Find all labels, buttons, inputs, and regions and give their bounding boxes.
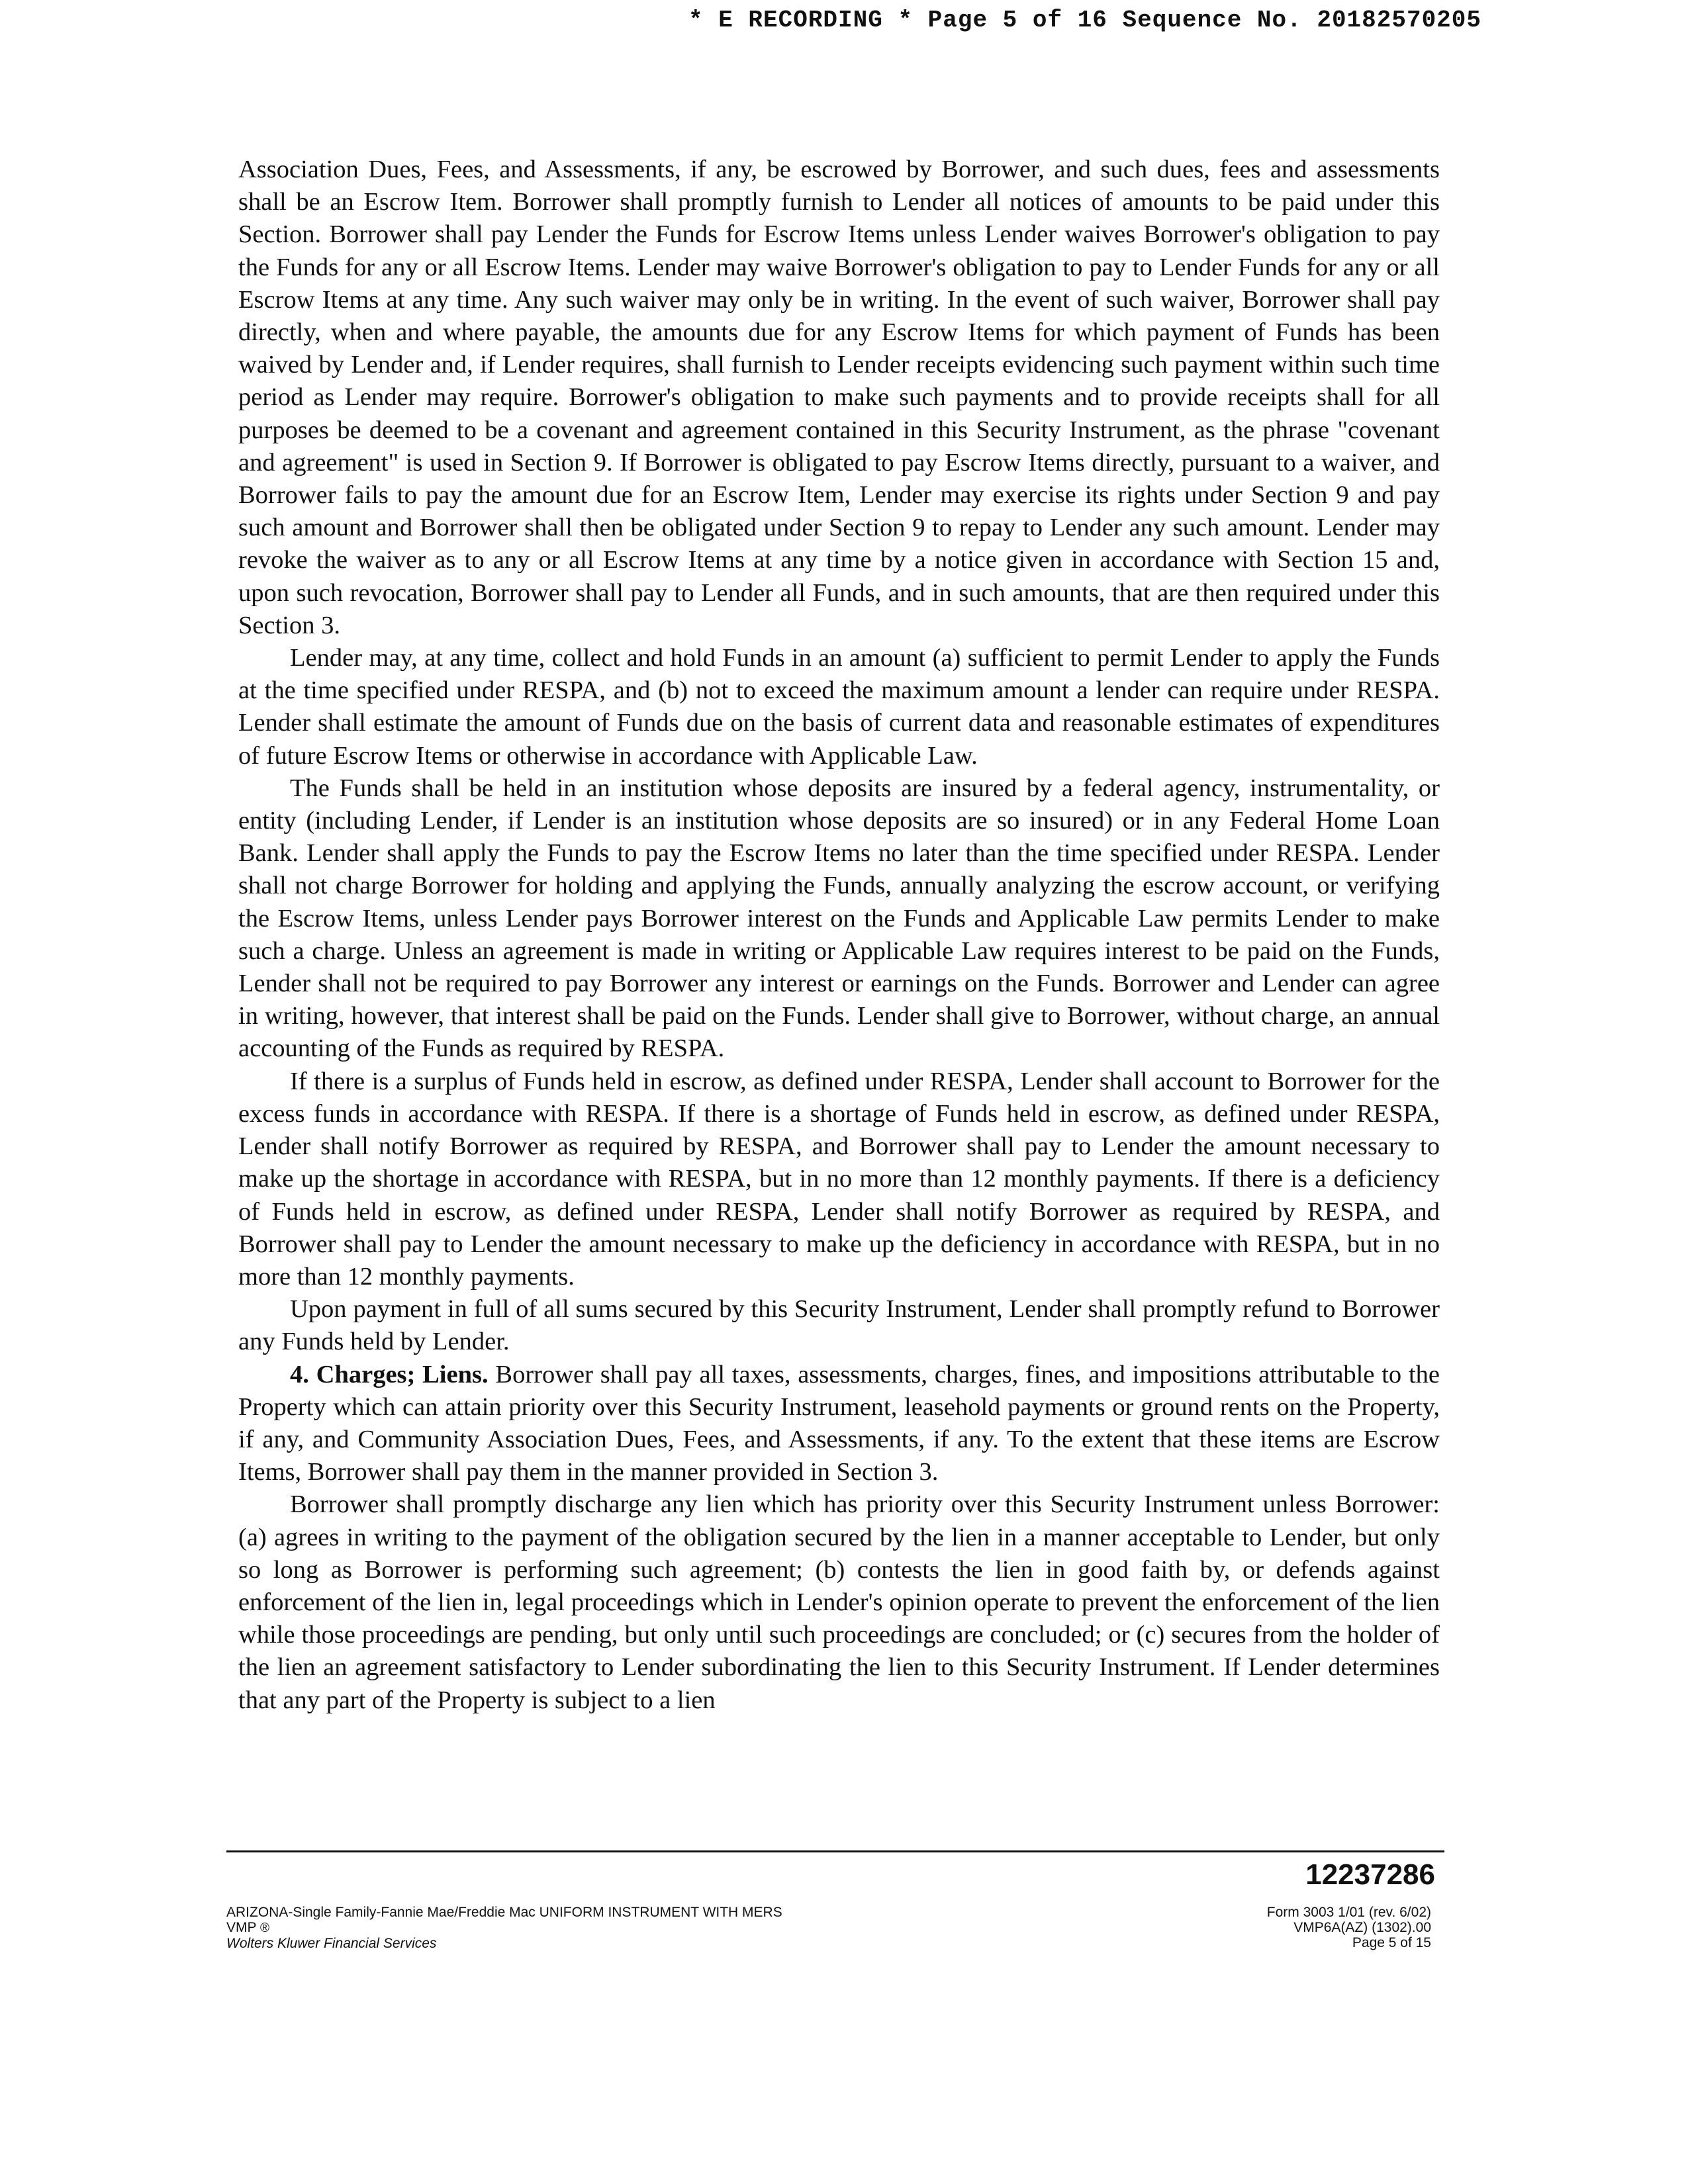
section-4-heading: 4. Charges; Liens. — [290, 1360, 489, 1388]
paragraph-charges-liens — [238, 1359, 1440, 1489]
paragraph-surplus-shortage: If there is a surplus of Funds held in escrow, as defined under RESPA, Lender shall account to Borrower for the excess funds in accordance with RESPA. If there is a shortage of Funds held in escrow, as defined under RESPA, Lender shall notify Borrower as required by RESPA, and Borrower shall pay to Lender the amount necessary to make up the shortage in accordance with RESPA, but in no more than 12 monthly payments. If there is a deficiency of Funds held in escrow, as defined under RESPA, Lender shall notify Borrower as required by RESPA, and Borrower shall pay to Lender the amount necessary to make up the deficiency in accordance with RESPA, but in no more than 12 monthly payments. — [238, 1067, 1440, 1291]
paragraph-escrow-waiver: Association Dues, Fees, and Assessments, if any, be escrowed by Borrower, and such dues, fees and assessments shall be an Escrow Item. Borrower shall promptly furnish to Lender all notices of amounts to be paid under this Section. Borrower shall pay Lender the Funds for Escrow Items unless Lender waives Borrower's obligation to pay the Funds for any or all Escrow Items. Lender may waive Borrower's obligation to pay to Lender Funds for any or all Escrow Items at any time. Any such waiver may only be in writing. In the event of such waiver, Borrower shall pay directly, when and where payable, the amounts due for any Escrow Items for which payment of Funds has been waived by Lender and, if Lender requires, shall furnish to Lender receipts evidencing such payment within such time period as Lender may require. Borrower's obligation to make such payments and to provide receipts shall for all purposes be deemed to be a covenant and agreement contained in this Security Instrument, as the phrase "covenant and agreement" is used in Section 9. If Borrower is obligated to pay Escrow Items directly, pursuant to a waiver, and Borrower fails to pay the amount due for an Escrow Item, Lender may exercise its rights under Section 9 and pay such amount and Borrower shall then be obligated under Section 9 to repay to Lender any such amount. Lender may revoke the waiver as to any or all Escrow Items at any time by a notice given in accordance with Section 15 and, upon such revocation, Borrower shall pay to Lender all Funds, and in such amounts, that are then required under this Section 3. — [238, 156, 1440, 639]
registered-mark-icon: ® — [259, 1921, 269, 1935]
publisher: Wolters Kluwer Financial Services — [226, 1936, 437, 1951]
recording-header: * E RECORDING * Page 5 of 16 Sequence No. 20182570205 — [688, 7, 1481, 34]
form-code: VMP6A(AZ) (1302).00 — [1293, 1920, 1431, 1935]
vmp-label: VMP — [226, 1920, 257, 1935]
section-4-text: Borrower shall pay all taxes, assessments, charges, fines, and impositions attributable to the Property which can attain priority over this Security Instrument, leasehold payments or ground rents on the Property, if any, and Community Association Dues, Fees, and Assessments, if any. To the extent that these items are Escrow Items, Borrower shall pay them in the manner provided in Section 3. — [238, 1360, 1440, 1486]
paragraph-discharge-lien: Borrower shall promptly discharge any lien which has priority over this Security Instrument unless Borrower: (a) agrees in writing to the payment of the obligation secured by the lien in a manner acceptable to Lender, but only so long as Borrower is performing such agreement; (b) contests the lien in good faith by, or defends against enforcement of the lien in, legal proceedings which in Lender's opinion operate to prevent the enforcement of the lien while those proceedings are pending, but only until such proceedings are concluded; or (c) secures from the holder of the lien an agreement satisfactory to Lender subordinating the lien to this Security Instrument. If Lender determines that any part of the Property is subject to a lien — [238, 1490, 1440, 1714]
page-label: Page 5 of 15 — [1352, 1935, 1431, 1950]
document-body — [238, 154, 1440, 1717]
paragraph-refund: Upon payment in full of all sums secured by this Security Instrument, Lender shall promptly refund to Borrower any Funds held by Lender. — [238, 1295, 1440, 1356]
footer-divider — [226, 1850, 1444, 1852]
paragraph-collect-funds: Lender may, at any time, collect and hold Funds in an amount (a) sufficient to permit Lender to apply the Funds at the time specified under RESPA, and (b) not to exceed the maximum amount a lender can require under RESPA. Lender shall estimate the amount of Funds due on the basis of current data and reasonable estimates of expenditures of future Escrow Items or otherwise in accordance with Applicable Law. — [238, 644, 1440, 770]
form-title: ARIZONA-Single Family-Fannie Mae/Freddie Mac UNIFORM INSTRUMENT WITH MERS — [226, 1905, 782, 1920]
footer-form-number — [1086, 1905, 1431, 1950]
paragraph-funds-held: The Funds shall be held in an institution whose deposits are insured by a federal agency, instrumentality, or entity (including Lender, if Lender is an institution whose deposits are so insured) or in any Federal Home Loan Bank. Lender shall apply the Funds to pay the Escrow Items no later than the time specified under RESPA. Lender shall not charge Borrower for holding and applying the Funds, annually analyzing the escrow account, or verifying the Escrow Items, unless Lender pays Borrower interest on the Funds and Applicable Law permits Lender to make such a charge. Unless an agreement is made in writing or Applicable Law requires interest to be paid on the Funds, Lender shall not be required to pay Borrower any interest or earnings on the Funds. Borrower and Lender can agree in writing, however, that interest shall be paid on the Funds. Lender shall give to Borrower, without charge, an annual accounting of the Funds as required by RESPA. — [238, 774, 1440, 1063]
document-number: 12237286 — [1305, 1858, 1435, 1891]
footer-form-info — [226, 1905, 955, 1951]
form-number: Form 3003 1/01 (rev. 6/02) — [1266, 1905, 1431, 1920]
vmp-line — [226, 1920, 955, 1936]
